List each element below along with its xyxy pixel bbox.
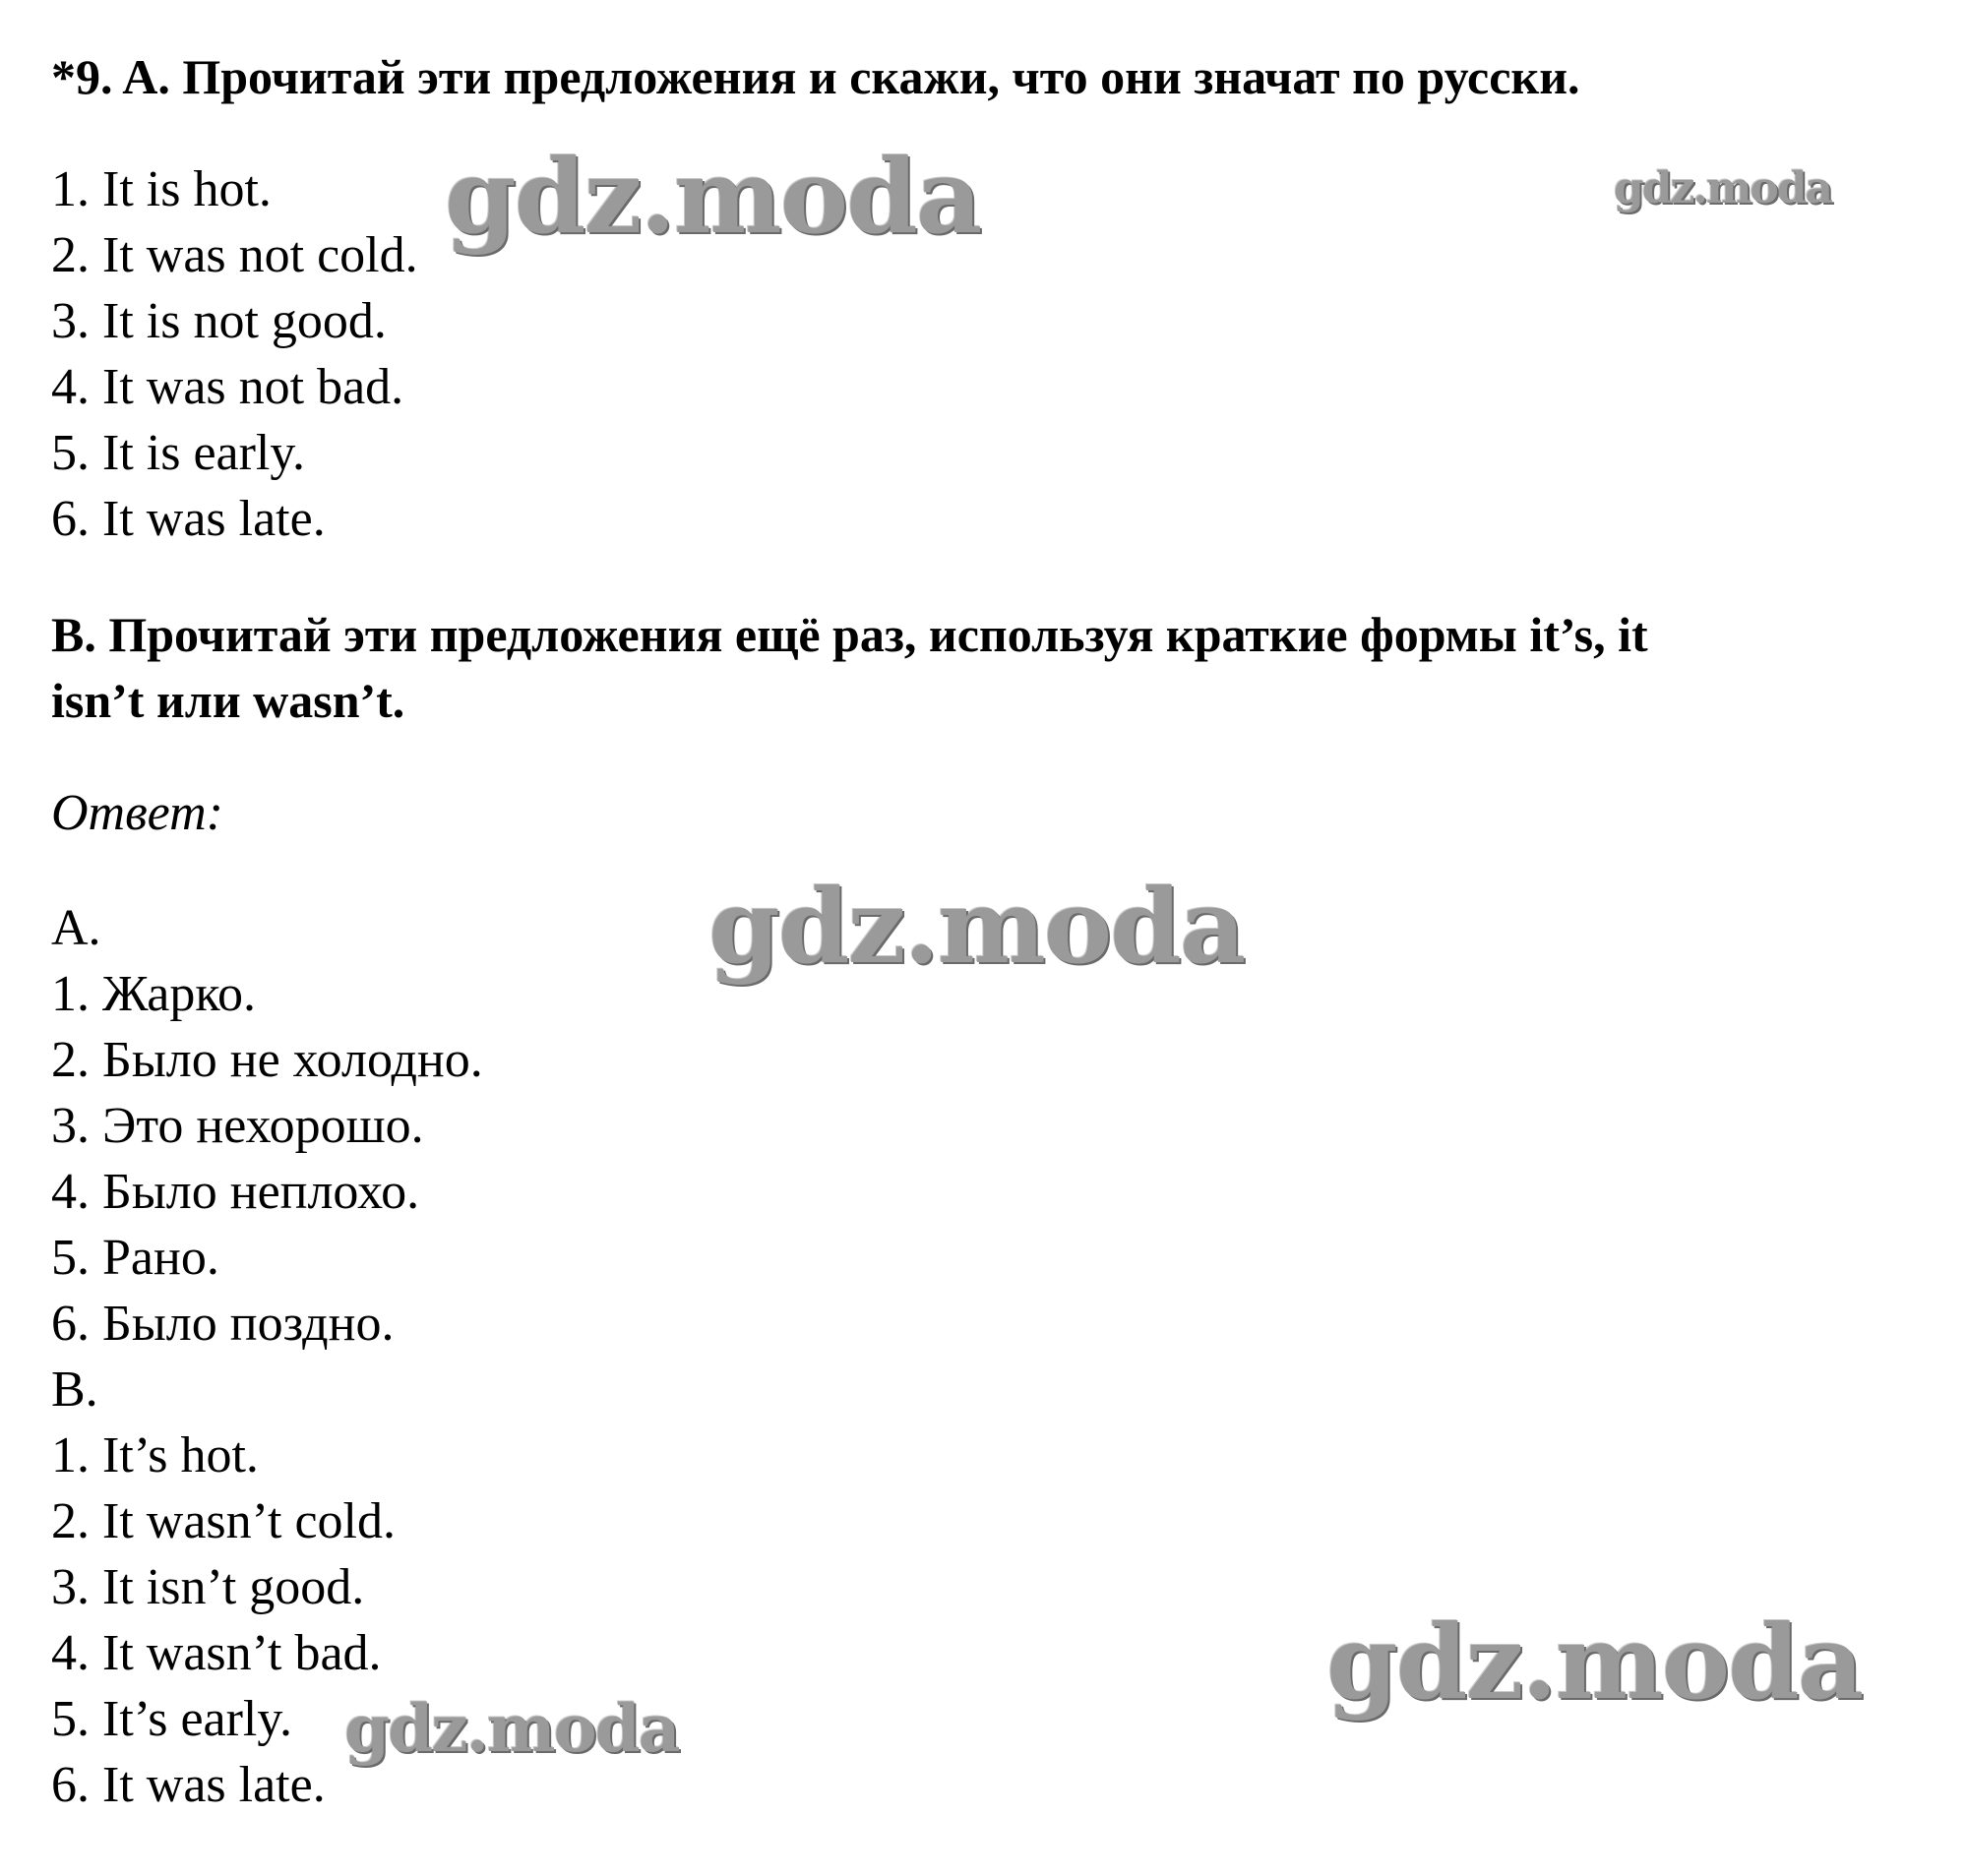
answer-a-1: 1. Жарко. <box>51 966 256 1022</box>
sentence-3: 3. It is not good. <box>51 293 387 349</box>
watermark: gdz.moda <box>344 1690 679 1767</box>
watermark: gdz.moda <box>1614 163 1832 213</box>
answer-part-b-label: B. <box>51 1362 98 1418</box>
watermark: gdz.moda <box>1326 1602 1863 1723</box>
answer-part-a-label: A. <box>51 900 101 956</box>
exercise-title-b-line2: isn’t или wasn’t. <box>51 673 405 728</box>
answer-b-6: 6. It was late. <box>51 1757 326 1813</box>
exercise-title-b-line1: B. Прочитай эти предложения ещё раз, используя краткие формы it’s, it <box>51 607 1648 662</box>
sentence-5: 5. It is early. <box>51 425 305 481</box>
exercise-title-a: *9. A. Прочитай эти предложения и скажи, что они значат по русски. <box>51 49 1580 104</box>
watermark: gdz.moda <box>445 136 981 257</box>
sentence-4: 4. It was not bad. <box>51 359 404 415</box>
answer-a-3: 3. Это нехорошо. <box>51 1098 424 1154</box>
sentence-2: 2. It was not cold. <box>51 227 418 283</box>
answer-a-5: 5. Рано. <box>51 1230 219 1286</box>
sentence-1: 1. It is hot. <box>51 161 272 217</box>
answer-a-6: 6. Было поздно. <box>51 1296 395 1352</box>
watermark: gdz.moda <box>708 866 1245 987</box>
answer-b-4: 4. It wasn’t bad. <box>51 1625 382 1681</box>
sentence-6: 6. It was late. <box>51 491 326 547</box>
answer-b-5: 5. It’s early. <box>51 1691 292 1747</box>
answer-b-2: 2. It wasn’t cold. <box>51 1493 396 1549</box>
answer-b-1: 1. It’s hot. <box>51 1427 259 1483</box>
answer-label: Ответ: <box>51 785 223 841</box>
answer-b-3: 3. It isn’t good. <box>51 1559 365 1615</box>
answer-a-2: 2. Было не холодно. <box>51 1032 483 1088</box>
answer-a-4: 4. Было неплохо. <box>51 1164 420 1220</box>
